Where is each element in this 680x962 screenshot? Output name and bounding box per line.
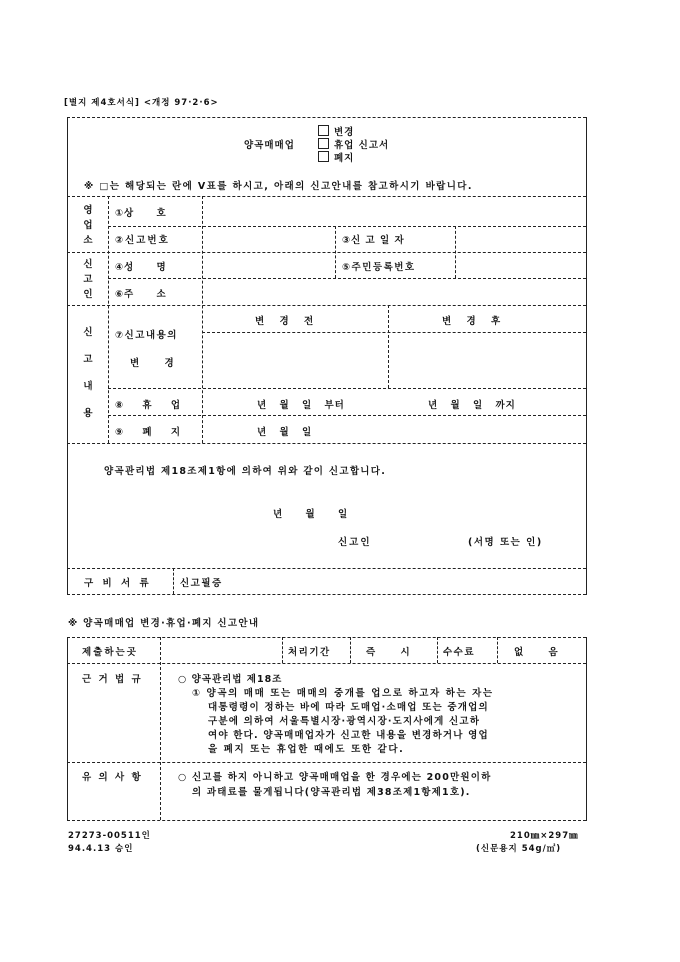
fee-label: 수수료 (443, 647, 476, 658)
form-border-top (67, 117, 586, 118)
report-number-label: ②신고번호 (115, 235, 170, 246)
trade-name-label: ①상 호 (115, 208, 167, 219)
submit-to-label: 제출하는곳 (82, 647, 138, 658)
group-char: 신 (83, 259, 93, 270)
change-before-header: 변 경 전 (255, 316, 315, 327)
declaration-text: 양곡관리법 제18조제1항에 의하여 위와 같이 신고합니다. (104, 466, 387, 477)
group-char: 내 (83, 381, 93, 392)
suspension-label: ⑧ 휴 업 (115, 400, 182, 411)
name-label: ④성 명 (115, 262, 167, 273)
option-change[interactable] (318, 124, 354, 138)
change-label: ⑦신고내용의 (115, 330, 178, 341)
address-label: ⑥주 소 (115, 289, 167, 300)
group-char: 소 (83, 235, 93, 246)
resident-number-input[interactable] (457, 254, 585, 277)
name-input[interactable] (204, 254, 334, 277)
form-border-bottom (67, 594, 586, 595)
closure-date[interactable]: 년 월 일 (257, 427, 313, 438)
group-char: 인 (83, 289, 93, 300)
signature-label[interactable]: (서명 또는 인) (468, 537, 543, 548)
option-closure-label: 폐지 (334, 153, 355, 164)
option-suspension[interactable] (318, 137, 389, 151)
legal-basis-line: 대통령령이 정하는 바에 따라 도매업·소매업 또는 중개업의 (208, 702, 489, 713)
trade-name-input[interactable] (204, 198, 584, 225)
footer-code: 27273-00511인 (68, 831, 151, 841)
processing-label: 처리기간 (288, 647, 331, 658)
footer-approval: 94.4.13 승인 (68, 844, 134, 854)
notes-line: ○ 신고를 하지 아니하고 양곡매매업을 한 경우에는 200만원이하 (178, 772, 492, 783)
documents-label: 구 비 서 류 (84, 578, 152, 589)
closure-label: ⑨ 폐 지 (115, 427, 182, 438)
legal-basis-label: 근 거 법 규 (82, 674, 143, 685)
form-reference: [별지 제4호서식] <개정 97·2·6> (64, 98, 219, 108)
group-char: 신 (83, 327, 93, 338)
notes-line: 의 과태료를 물게됩니다(양곡관리법 제38조제1항제1호). (192, 787, 471, 798)
group-char: 영 (83, 205, 93, 216)
group-char: 고 (83, 274, 93, 285)
checkbox-change[interactable] (318, 125, 329, 136)
instruction-notice: ※ □는 해당되는 란에 V표를 하시고, 아래의 신고안내를 참고하시기 바랍니다. (84, 181, 473, 192)
documents-value: 신고필증 (180, 578, 223, 589)
notes-label: 유 의 사 항 (82, 772, 143, 783)
group-char: 업 (83, 220, 93, 231)
change-label-2: 변 경 (130, 358, 175, 369)
report-date-label: ③신 고 일 자 (342, 235, 405, 246)
report-date-input[interactable] (457, 228, 585, 251)
checkbox-suspension[interactable] (318, 138, 329, 149)
option-change-label: 변경 (334, 127, 355, 138)
form-border-right (586, 117, 587, 595)
form-border-left (67, 117, 68, 595)
legal-basis-line: 구분에 의하여 서울특별시장·광역시장·도지사에게 신고하 (208, 716, 481, 727)
option-closure[interactable] (318, 150, 354, 164)
footer-size: 210㎜×297㎜ (510, 831, 579, 841)
declaration-date[interactable]: 년 월 일 (273, 509, 349, 520)
group-char: 용 (83, 408, 93, 419)
change-after-header: 변 경 후 (442, 316, 502, 327)
legal-basis-line: ○ 양곡관리법 제18조 (178, 674, 283, 685)
processing-value: 즉 시 (366, 647, 411, 658)
checkbox-closure[interactable] (318, 151, 329, 162)
fee-value: 없 음 (514, 647, 559, 658)
report-number-input[interactable] (204, 228, 334, 251)
address-input[interactable] (204, 280, 584, 304)
change-before-input[interactable] (204, 334, 386, 387)
resident-number-label: ⑤주민등록번호 (342, 262, 416, 273)
reporter-label: 신고인 (338, 537, 372, 548)
suspension-to[interactable]: 년 월 일 까지 (428, 400, 516, 411)
change-after-input[interactable] (390, 334, 584, 387)
footer-paper: (신문용지 54g/㎡) (476, 844, 562, 854)
title-prefix: 양곡매매업 (244, 140, 295, 151)
guide-title: ※ 양곡매매업 변경·휴업·폐지 신고안내 (68, 618, 260, 629)
legal-basis-line: 을 폐지 또는 휴업한 때에도 또한 같다. (208, 744, 405, 755)
legal-basis-line: ① 양곡의 매매 또는 매매의 중개를 업으로 하고자 하는 자는 (192, 688, 494, 699)
suspension-from[interactable]: 년 월 일 부터 (257, 400, 345, 411)
group-char: 고 (83, 354, 93, 365)
legal-basis-line: 여야 한다. 양곡매매업자가 신고한 내용을 변경하거나 영업 (208, 730, 489, 741)
option-suspension-label: 휴업 신고서 (334, 140, 390, 151)
